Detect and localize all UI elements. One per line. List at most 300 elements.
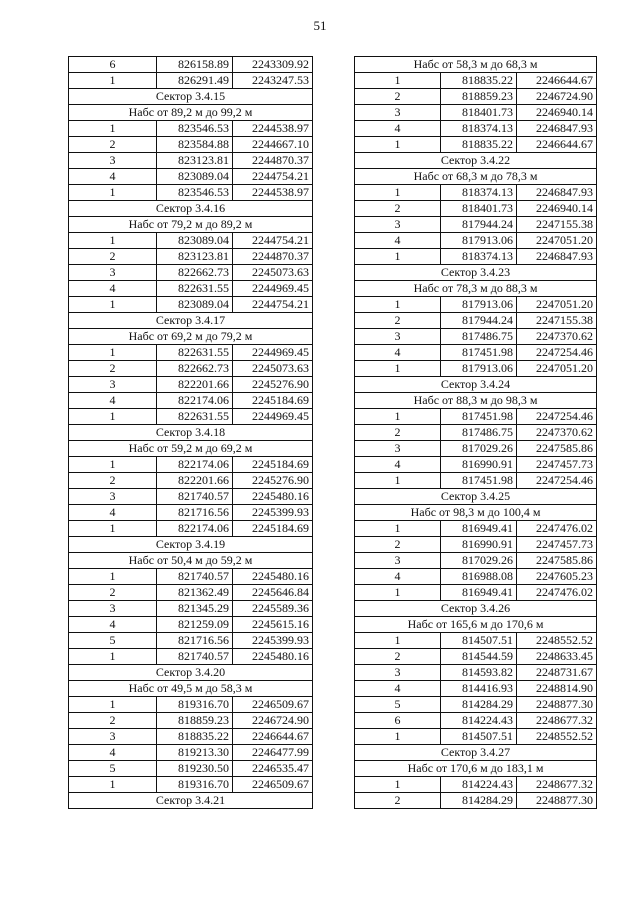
table-row <box>355 521 597 537</box>
section-header: Набс от 59,2 м до 69,2 м <box>69 441 313 457</box>
table-row <box>355 345 597 361</box>
point-number-cell: 1 <box>355 249 441 265</box>
x-coordinate-cell: 819316.70 <box>157 697 233 713</box>
y-coordinate-cell: 2247476.02 <box>517 521 597 537</box>
section-header: Сектор 3.4.22 <box>355 153 597 169</box>
y-coordinate-cell: 2245480.16 <box>233 569 313 585</box>
table-row <box>69 153 313 169</box>
point-number-cell: 3 <box>355 441 441 457</box>
point-number-cell: 1 <box>69 649 157 665</box>
x-coordinate-cell: 818859.23 <box>441 89 517 105</box>
point-number-cell: 3 <box>69 729 157 745</box>
section-header: Сектор 3.4.17 <box>69 313 313 329</box>
table-row <box>355 681 597 697</box>
point-number-cell: 1 <box>69 409 157 425</box>
x-coordinate-cell: 814507.51 <box>441 729 517 745</box>
x-coordinate-cell: 823123.81 <box>157 249 233 265</box>
table-row <box>355 457 597 473</box>
y-coordinate-cell: 2245399.93 <box>233 505 313 521</box>
point-number-cell: 1 <box>355 185 441 201</box>
x-coordinate-cell: 818835.22 <box>441 73 517 89</box>
point-number-cell: 3 <box>355 217 441 233</box>
y-coordinate-cell: 2248677.32 <box>517 777 597 793</box>
x-coordinate-cell: 823546.53 <box>157 121 233 137</box>
table-row <box>69 745 313 761</box>
table-row <box>355 425 597 441</box>
y-coordinate-cell: 2244667.10 <box>233 137 313 153</box>
table-row <box>355 473 597 489</box>
y-coordinate-cell: 2248633.45 <box>517 649 597 665</box>
x-coordinate-cell: 818835.22 <box>157 729 233 745</box>
x-coordinate-cell: 814284.29 <box>441 793 517 809</box>
point-number-cell: 1 <box>69 777 157 793</box>
y-coordinate-cell: 2245184.69 <box>233 393 313 409</box>
point-number-cell: 3 <box>69 377 157 393</box>
y-coordinate-cell: 2246847.93 <box>517 185 597 201</box>
x-coordinate-cell: 814224.43 <box>441 777 517 793</box>
table-row <box>69 697 313 713</box>
table-row <box>355 665 597 681</box>
point-number-cell: 4 <box>355 233 441 249</box>
y-coordinate-cell: 2248877.30 <box>517 697 597 713</box>
y-coordinate-cell: 2247585.86 <box>517 441 597 457</box>
x-coordinate-cell: 822174.06 <box>157 457 233 473</box>
y-coordinate-cell: 2247457.73 <box>517 537 597 553</box>
point-number-cell: 3 <box>69 601 157 617</box>
x-coordinate-cell: 822631.55 <box>157 345 233 361</box>
x-coordinate-cell: 823089.04 <box>157 169 233 185</box>
point-number-cell: 1 <box>355 585 441 601</box>
table-row <box>355 441 597 457</box>
x-coordinate-cell: 818401.73 <box>441 201 517 217</box>
y-coordinate-cell: 2248731.67 <box>517 665 597 681</box>
point-number-cell: 4 <box>355 121 441 137</box>
y-coordinate-cell: 2244754.21 <box>233 297 313 313</box>
x-coordinate-cell: 821716.56 <box>157 633 233 649</box>
x-coordinate-cell: 817029.26 <box>441 553 517 569</box>
point-number-cell: 1 <box>69 297 157 313</box>
section-header-row <box>69 553 313 569</box>
x-coordinate-cell: 817944.24 <box>441 313 517 329</box>
point-number-cell: 3 <box>355 105 441 121</box>
x-coordinate-cell: 814224.43 <box>441 713 517 729</box>
table-row <box>69 505 313 521</box>
section-header: Сектор 3.4.20 <box>69 665 313 681</box>
x-coordinate-cell: 822174.06 <box>157 393 233 409</box>
table-row <box>69 57 313 73</box>
point-number-cell: 1 <box>355 473 441 489</box>
section-header-row <box>355 57 597 73</box>
section-header-row <box>69 313 313 329</box>
x-coordinate-cell: 816949.41 <box>441 585 517 601</box>
x-coordinate-cell: 818835.22 <box>441 137 517 153</box>
table-row <box>355 313 597 329</box>
table-row <box>69 713 313 729</box>
y-coordinate-cell: 2247254.46 <box>517 409 597 425</box>
table-row <box>355 649 597 665</box>
table-row <box>355 105 597 121</box>
point-number-cell: 5 <box>69 633 157 649</box>
left-coordinates-table <box>68 56 312 809</box>
y-coordinate-cell: 2245646.84 <box>233 585 313 601</box>
table-row <box>355 217 597 233</box>
table-row <box>69 569 313 585</box>
x-coordinate-cell: 823123.81 <box>157 153 233 169</box>
page-number: 51 <box>313 18 327 33</box>
x-coordinate-cell: 821345.29 <box>157 601 233 617</box>
y-coordinate-cell: 2246847.93 <box>517 121 597 137</box>
y-coordinate-cell: 2245399.93 <box>233 633 313 649</box>
table-row <box>69 185 313 201</box>
x-coordinate-cell: 821740.57 <box>157 649 233 665</box>
x-coordinate-cell: 817944.24 <box>441 217 517 233</box>
x-coordinate-cell: 821362.49 <box>157 585 233 601</box>
table-row <box>69 377 313 393</box>
point-number-cell: 1 <box>69 569 157 585</box>
y-coordinate-cell: 2247370.62 <box>517 329 597 345</box>
x-coordinate-cell: 823584.88 <box>157 137 233 153</box>
section-header-row <box>355 393 597 409</box>
point-number-cell: 4 <box>69 169 157 185</box>
section-header: Набс от 50,4 м до 59,2 м <box>69 553 313 569</box>
x-coordinate-cell: 818374.13 <box>441 249 517 265</box>
y-coordinate-cell: 2244754.21 <box>233 233 313 249</box>
table-row <box>69 73 313 89</box>
x-coordinate-cell: 817913.06 <box>441 297 517 313</box>
section-header-row <box>355 169 597 185</box>
table-row <box>355 185 597 201</box>
point-number-cell: 3 <box>69 489 157 505</box>
point-number-cell: 4 <box>69 393 157 409</box>
x-coordinate-cell: 814544.59 <box>441 649 517 665</box>
y-coordinate-cell: 2243309.92 <box>233 57 313 73</box>
table-row <box>355 713 597 729</box>
table-row <box>355 633 597 649</box>
x-coordinate-cell: 818859.23 <box>157 713 233 729</box>
section-header-row <box>355 489 597 505</box>
x-coordinate-cell: 822631.55 <box>157 409 233 425</box>
table-row <box>69 345 313 361</box>
point-number-cell: 2 <box>69 137 157 153</box>
y-coordinate-cell: 2246509.67 <box>233 777 313 793</box>
x-coordinate-cell: 817913.06 <box>441 361 517 377</box>
x-coordinate-cell: 822201.66 <box>157 377 233 393</box>
x-coordinate-cell: 821740.57 <box>157 569 233 585</box>
section-header: Набс от 79,2 м до 89,2 м <box>69 217 313 233</box>
y-coordinate-cell: 2244870.37 <box>233 249 313 265</box>
section-header-row <box>355 153 597 169</box>
section-header: Сектор 3.4.19 <box>69 537 313 553</box>
right-coordinates-table <box>354 56 596 809</box>
point-number-cell: 3 <box>355 665 441 681</box>
point-number-cell: 3 <box>69 153 157 169</box>
section-header: Набс от 89,2 м до 99,2 м <box>69 105 313 121</box>
point-number-cell: 1 <box>355 137 441 153</box>
table-row <box>355 249 597 265</box>
table-row <box>69 393 313 409</box>
section-header-row <box>355 281 597 297</box>
point-number-cell: 1 <box>69 697 157 713</box>
section-header: Сектор 3.4.18 <box>69 425 313 441</box>
point-number-cell: 1 <box>69 121 157 137</box>
table-row <box>355 361 597 377</box>
x-coordinate-cell: 814593.82 <box>441 665 517 681</box>
point-number-cell: 2 <box>355 201 441 217</box>
table-row <box>355 729 597 745</box>
table-row <box>355 329 597 345</box>
x-coordinate-cell: 816949.41 <box>441 521 517 537</box>
point-number-cell: 5 <box>355 697 441 713</box>
section-header: Сектор 3.4.15 <box>69 89 313 105</box>
x-coordinate-cell: 819230.50 <box>157 761 233 777</box>
section-header-row <box>69 89 313 105</box>
y-coordinate-cell: 2245184.69 <box>233 521 313 537</box>
section-header-row <box>355 617 597 633</box>
table-row <box>355 297 597 313</box>
y-coordinate-cell: 2245480.16 <box>233 489 313 505</box>
y-coordinate-cell: 2246847.93 <box>517 249 597 265</box>
section-header: Сектор 3.4.24 <box>355 377 597 393</box>
section-header: Сектор 3.4.27 <box>355 745 597 761</box>
point-number-cell: 4 <box>69 281 157 297</box>
x-coordinate-cell: 818374.13 <box>441 185 517 201</box>
x-coordinate-cell: 816988.08 <box>441 569 517 585</box>
x-coordinate-cell: 821716.56 <box>157 505 233 521</box>
table-row <box>69 281 313 297</box>
table-row <box>69 409 313 425</box>
x-coordinate-cell: 818401.73 <box>441 105 517 121</box>
section-header: Набс от 98,3 м до 100,4 м <box>355 505 597 521</box>
point-number-cell: 4 <box>69 617 157 633</box>
x-coordinate-cell: 822662.73 <box>157 361 233 377</box>
y-coordinate-cell: 2247051.20 <box>517 361 597 377</box>
x-coordinate-cell: 823089.04 <box>157 297 233 313</box>
section-header: Набс от 68,3 м до 78,3 м <box>355 169 597 185</box>
y-coordinate-cell: 2247370.62 <box>517 425 597 441</box>
section-header-row <box>69 201 313 217</box>
point-number-cell: 4 <box>355 681 441 697</box>
x-coordinate-cell: 817029.26 <box>441 441 517 457</box>
x-coordinate-cell: 823089.04 <box>157 233 233 249</box>
x-coordinate-cell: 822631.55 <box>157 281 233 297</box>
table-row <box>355 137 597 153</box>
point-number-cell: 1 <box>355 297 441 313</box>
y-coordinate-cell: 2247155.38 <box>517 217 597 233</box>
table-row <box>355 89 597 105</box>
table-row <box>69 761 313 777</box>
point-number-cell: 3 <box>355 553 441 569</box>
point-number-cell: 2 <box>355 649 441 665</box>
table-row <box>355 553 597 569</box>
point-number-cell: 1 <box>355 73 441 89</box>
y-coordinate-cell: 2246477.99 <box>233 745 313 761</box>
table-row <box>69 137 313 153</box>
y-coordinate-cell: 2247155.38 <box>517 313 597 329</box>
x-coordinate-cell: 819213.30 <box>157 745 233 761</box>
x-coordinate-cell: 817486.75 <box>441 425 517 441</box>
section-header: Сектор 3.4.25 <box>355 489 597 505</box>
point-number-cell: 1 <box>355 729 441 745</box>
x-coordinate-cell: 819316.70 <box>157 777 233 793</box>
table-row <box>355 777 597 793</box>
point-number-cell: 2 <box>355 313 441 329</box>
y-coordinate-cell: 2244538.97 <box>233 185 313 201</box>
y-coordinate-cell: 2245480.16 <box>233 649 313 665</box>
section-header: Сектор 3.4.21 <box>69 793 313 809</box>
y-coordinate-cell: 2245184.69 <box>233 457 313 473</box>
x-coordinate-cell: 814284.29 <box>441 697 517 713</box>
table-row <box>69 233 313 249</box>
point-number-cell: 4 <box>355 569 441 585</box>
section-header-row <box>69 441 313 457</box>
section-header-row <box>69 105 313 121</box>
section-header: Сектор 3.4.23 <box>355 265 597 281</box>
y-coordinate-cell: 2244870.37 <box>233 153 313 169</box>
table-row <box>69 729 313 745</box>
table-row <box>355 585 597 601</box>
point-number-cell: 2 <box>355 425 441 441</box>
y-coordinate-cell: 2247605.23 <box>517 569 597 585</box>
x-coordinate-cell: 817913.06 <box>441 233 517 249</box>
point-number-cell: 1 <box>69 73 157 89</box>
table-row <box>355 409 597 425</box>
point-number-cell: 1 <box>69 345 157 361</box>
x-coordinate-cell: 826291.49 <box>157 73 233 89</box>
x-coordinate-cell: 821740.57 <box>157 489 233 505</box>
x-coordinate-cell: 823546.53 <box>157 185 233 201</box>
y-coordinate-cell: 2248877.30 <box>517 793 597 809</box>
table-row <box>69 617 313 633</box>
y-coordinate-cell: 2244754.21 <box>233 169 313 185</box>
table-row <box>355 201 597 217</box>
y-coordinate-cell: 2245073.63 <box>233 265 313 281</box>
point-number-cell: 4 <box>355 345 441 361</box>
x-coordinate-cell: 818374.13 <box>441 121 517 137</box>
section-header: Набс от 170,6 м до 183,1 м <box>355 761 597 777</box>
section-header-row <box>355 745 597 761</box>
y-coordinate-cell: 2247457.73 <box>517 457 597 473</box>
y-coordinate-cell: 2246724.90 <box>517 89 597 105</box>
y-coordinate-cell: 2248814.90 <box>517 681 597 697</box>
point-number-cell: 2 <box>69 473 157 489</box>
point-number-cell: 1 <box>355 777 441 793</box>
section-header: Набс от 78,3 м до 88,3 м <box>355 281 597 297</box>
y-coordinate-cell: 2246644.67 <box>517 137 597 153</box>
x-coordinate-cell: 821259.09 <box>157 617 233 633</box>
table-row <box>69 521 313 537</box>
y-coordinate-cell: 2245276.90 <box>233 473 313 489</box>
y-coordinate-cell: 2246644.67 <box>517 73 597 89</box>
y-coordinate-cell: 2247254.46 <box>517 473 597 489</box>
point-number-cell: 1 <box>69 233 157 249</box>
y-coordinate-cell: 2247476.02 <box>517 585 597 601</box>
point-number-cell: 2 <box>355 537 441 553</box>
y-coordinate-cell: 2248552.52 <box>517 729 597 745</box>
y-coordinate-cell: 2246940.14 <box>517 105 597 121</box>
point-number-cell: 2 <box>355 793 441 809</box>
section-header-row <box>69 665 313 681</box>
point-number-cell: 1 <box>355 409 441 425</box>
section-header: Сектор 3.4.26 <box>355 601 597 617</box>
section-header-row <box>69 425 313 441</box>
point-number-cell: 6 <box>355 713 441 729</box>
y-coordinate-cell: 2244538.97 <box>233 121 313 137</box>
section-header-row <box>355 601 597 617</box>
x-coordinate-cell: 816990.91 <box>441 457 517 473</box>
y-coordinate-cell: 2245073.63 <box>233 361 313 377</box>
table-row <box>69 249 313 265</box>
table-row <box>69 649 313 665</box>
y-coordinate-cell: 2245589.36 <box>233 601 313 617</box>
section-header: Набс от 88,3 м до 98,3 м <box>355 393 597 409</box>
table-row <box>355 121 597 137</box>
point-number-cell: 1 <box>69 457 157 473</box>
y-coordinate-cell: 2246644.67 <box>233 729 313 745</box>
table-row <box>69 297 313 313</box>
section-header-row <box>69 793 313 809</box>
table-row <box>69 121 313 137</box>
table-row <box>355 73 597 89</box>
x-coordinate-cell: 826158.89 <box>157 57 233 73</box>
table-row <box>69 361 313 377</box>
y-coordinate-cell: 2244969.45 <box>233 281 313 297</box>
table-row <box>69 473 313 489</box>
section-header: Сектор 3.4.16 <box>69 201 313 217</box>
point-number-cell: 4 <box>355 457 441 473</box>
point-number-cell: 1 <box>355 361 441 377</box>
x-coordinate-cell: 822662.73 <box>157 265 233 281</box>
point-number-cell: 1 <box>355 521 441 537</box>
y-coordinate-cell: 2247585.86 <box>517 553 597 569</box>
y-coordinate-cell: 2246535.47 <box>233 761 313 777</box>
y-coordinate-cell: 2248677.32 <box>517 713 597 729</box>
table-row <box>69 457 313 473</box>
point-number-cell: 2 <box>69 585 157 601</box>
section-header-row <box>355 505 597 521</box>
x-coordinate-cell: 814416.93 <box>441 681 517 697</box>
table-row <box>69 633 313 649</box>
y-coordinate-cell: 2246509.67 <box>233 697 313 713</box>
section-header: Набс от 49,5 м до 58,3 м <box>69 681 313 697</box>
table-row <box>69 169 313 185</box>
point-number-cell: 2 <box>69 713 157 729</box>
y-coordinate-cell: 2244969.45 <box>233 409 313 425</box>
section-header-row <box>69 329 313 345</box>
point-number-cell: 2 <box>355 89 441 105</box>
y-coordinate-cell: 2245276.90 <box>233 377 313 393</box>
point-number-cell: 6 <box>69 57 157 73</box>
section-header-row <box>69 681 313 697</box>
y-coordinate-cell: 2245615.16 <box>233 617 313 633</box>
section-header: Набс от 69,2 м до 79,2 м <box>69 329 313 345</box>
point-number-cell: 2 <box>69 361 157 377</box>
y-coordinate-cell: 2244969.45 <box>233 345 313 361</box>
table-row <box>69 777 313 793</box>
y-coordinate-cell: 2247051.20 <box>517 233 597 249</box>
y-coordinate-cell: 2248552.52 <box>517 633 597 649</box>
y-coordinate-cell: 2243247.53 <box>233 73 313 89</box>
point-number-cell: 1 <box>69 521 157 537</box>
table-row <box>69 265 313 281</box>
section-header-row <box>355 377 597 393</box>
point-number-cell: 2 <box>69 249 157 265</box>
y-coordinate-cell: 2246940.14 <box>517 201 597 217</box>
section-header-row <box>69 217 313 233</box>
point-number-cell: 4 <box>69 505 157 521</box>
x-coordinate-cell: 822201.66 <box>157 473 233 489</box>
section-header-row <box>355 265 597 281</box>
x-coordinate-cell: 814507.51 <box>441 633 517 649</box>
